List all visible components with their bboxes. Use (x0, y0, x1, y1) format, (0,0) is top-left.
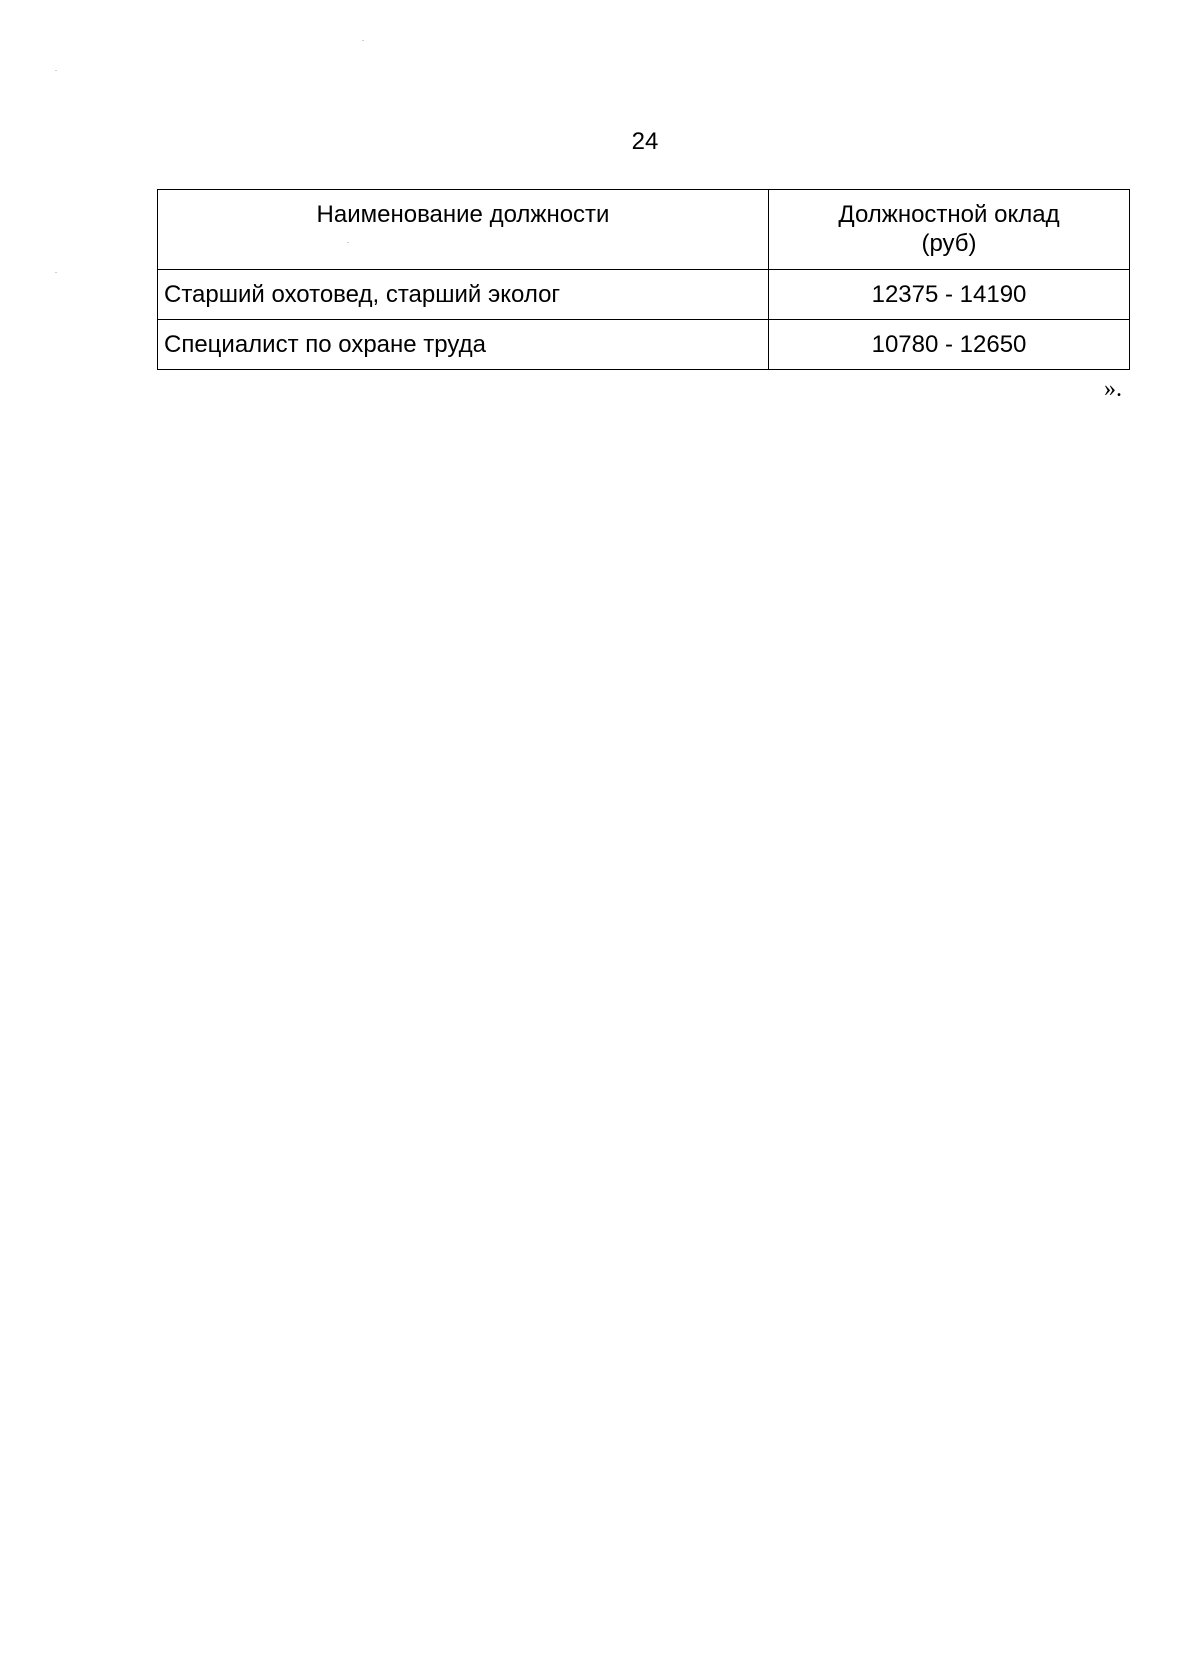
header-salary (769, 190, 1130, 270)
page-number: 24 (631, 128, 659, 155)
scan-artifact (362, 40, 364, 41)
closing-quote-mark: ». (1104, 376, 1122, 402)
table-row (158, 270, 1130, 320)
table-row (158, 320, 1130, 370)
position-cell: Старший охотовед, старший эколог (158, 270, 769, 320)
header-salary-label-line2: (руб) (921, 230, 977, 257)
scan-artifact (55, 70, 57, 71)
header-salary-label-line1: Должностной оклад (838, 201, 1060, 228)
header-position-label: Наименование должности (316, 201, 610, 228)
scan-artifact (347, 242, 349, 243)
salary-cell: 12375 - 14190 (769, 270, 1130, 320)
scan-artifact (55, 272, 57, 273)
table-header-row (158, 190, 1130, 270)
position-cell: Специалист по охране труда (158, 320, 769, 370)
header-position (158, 190, 769, 270)
salary-cell: 10780 - 12650 (769, 320, 1130, 370)
salary-table (157, 189, 1130, 370)
